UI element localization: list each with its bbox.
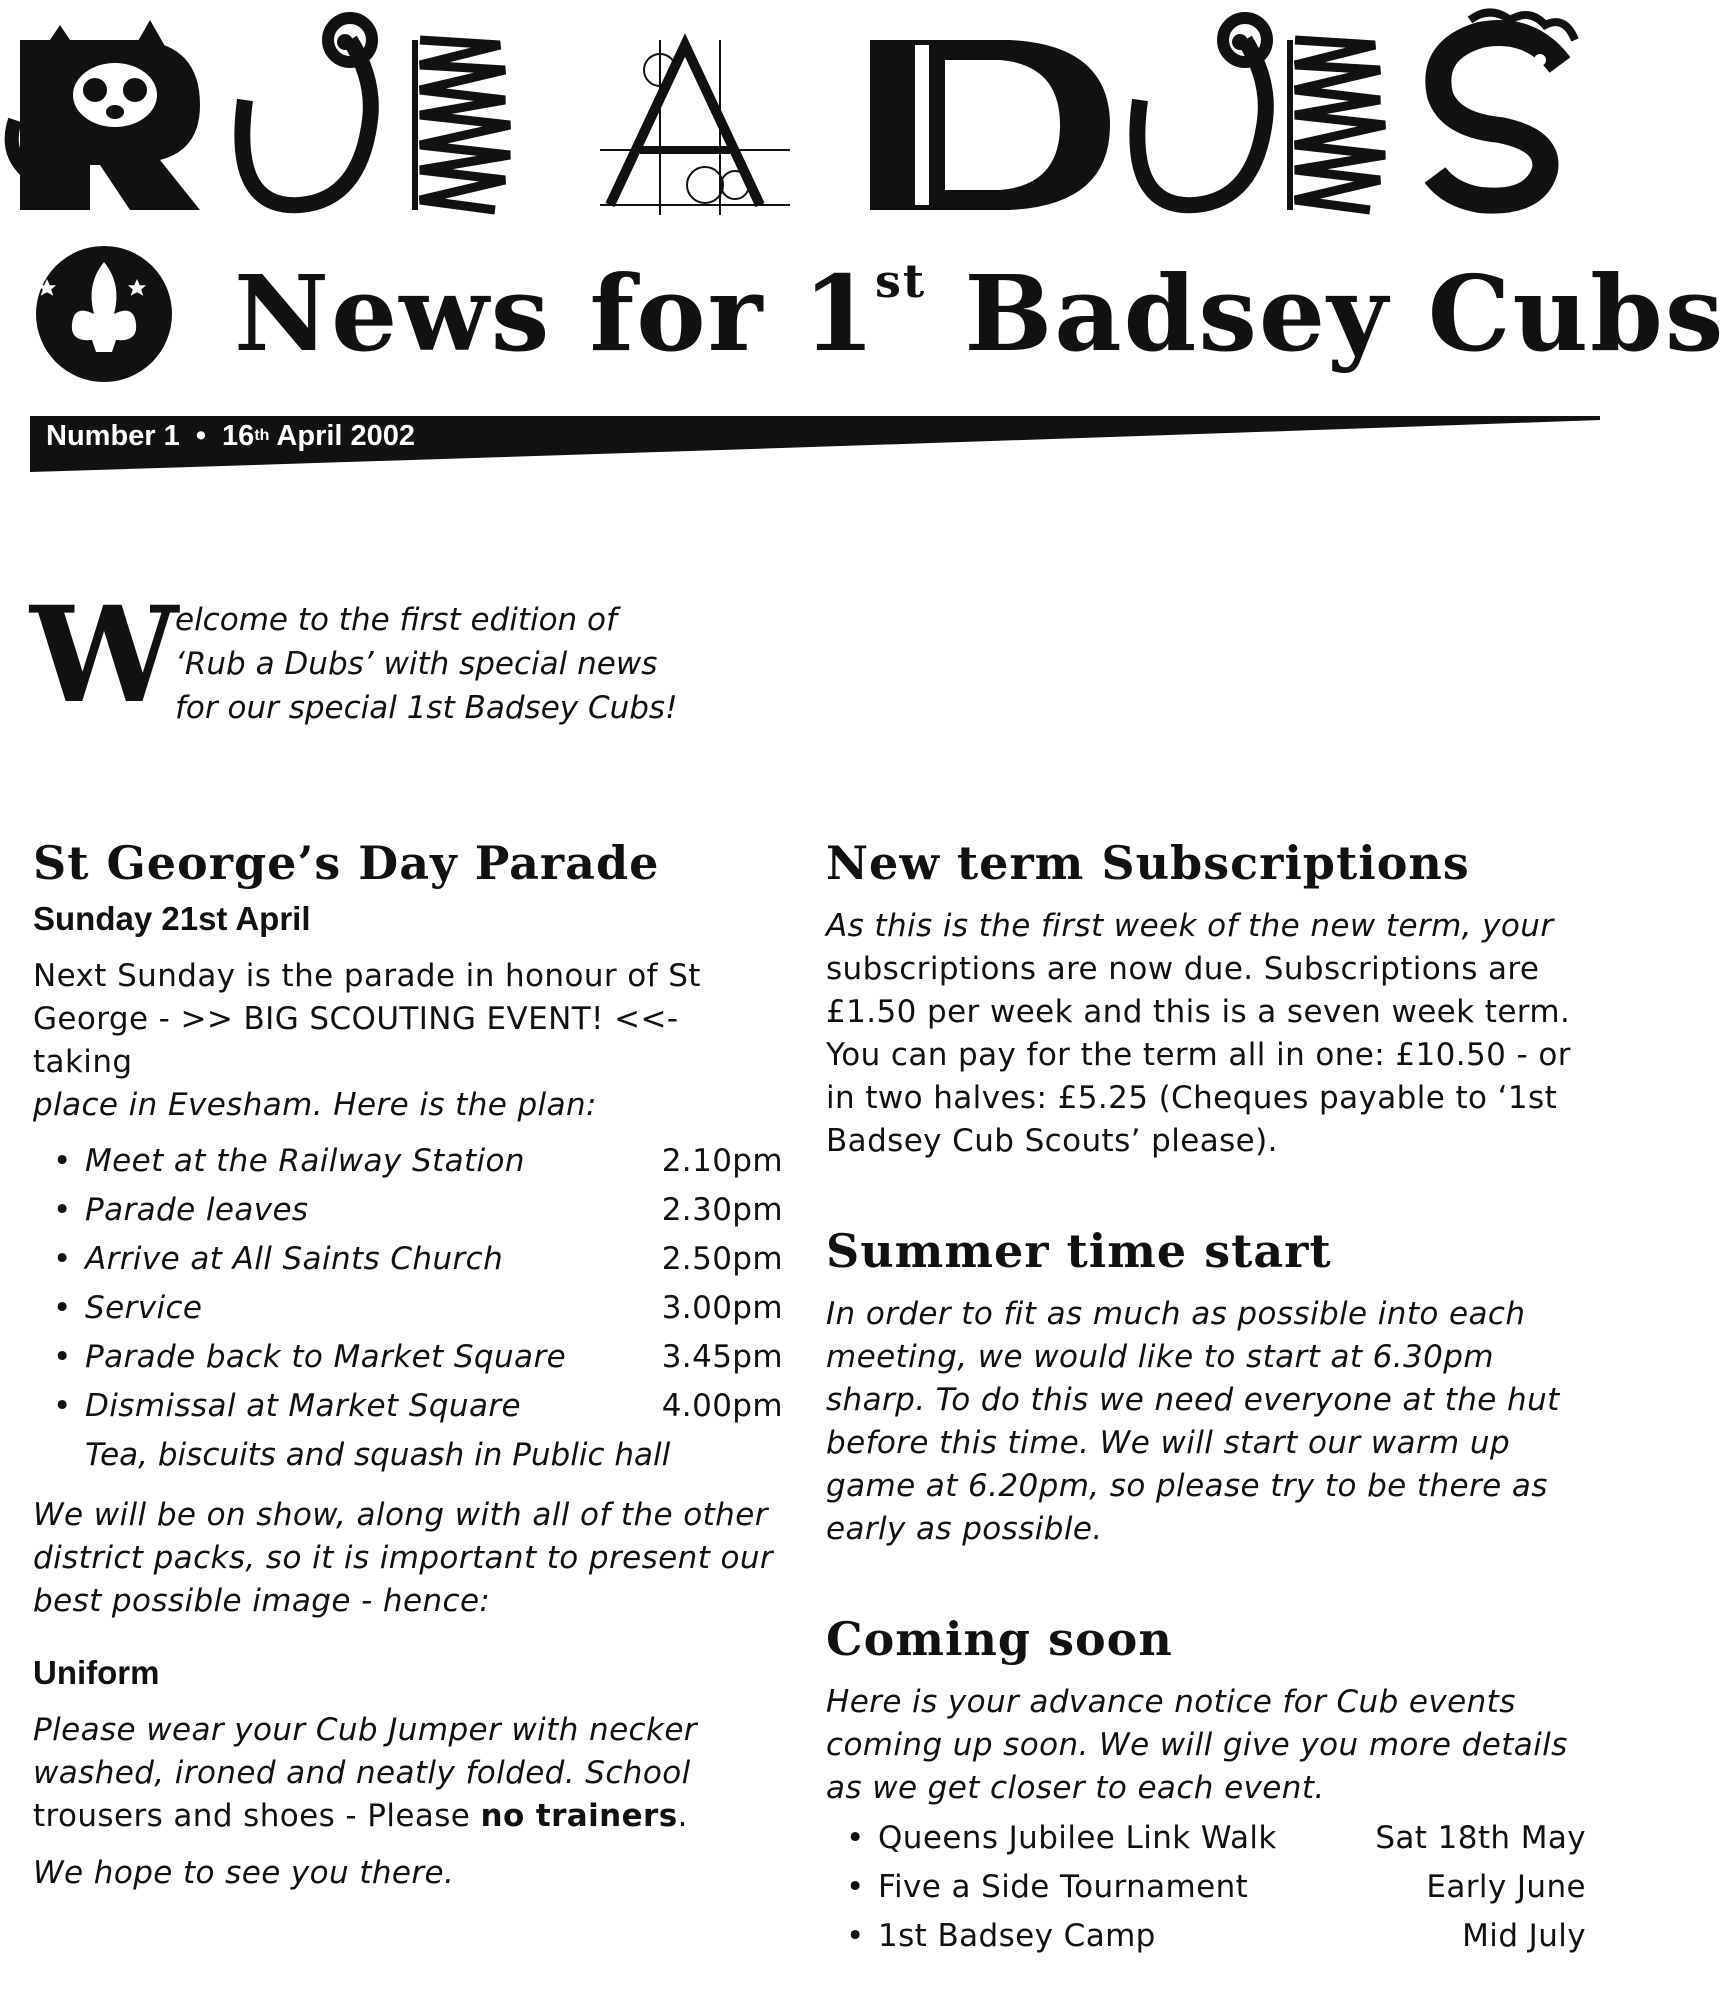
coming-events-list bbox=[826, 1814, 1586, 1961]
uniform-heading: Uniform bbox=[33, 1654, 160, 1691]
newsletter-subtitle: News for 1st Badsey Cubs bbox=[234, 252, 1725, 375]
welcome-section bbox=[30, 578, 730, 740]
schedule-item: • Service 3.00pm bbox=[53, 1290, 783, 1326]
right-column bbox=[826, 835, 1586, 1961]
subscriptions-heading: New term Subscriptions bbox=[826, 836, 1470, 890]
schedule-item: • Parade back to Market Square 3.45pm bbox=[53, 1339, 783, 1375]
summer-heading: Summer time start bbox=[826, 1224, 1332, 1278]
schedule-item: • Meet at the Railway Station 2.10pm bbox=[53, 1143, 783, 1179]
left-column bbox=[33, 835, 783, 1895]
issue-date: 16th April 2002 bbox=[222, 420, 416, 452]
uniform-text: Please wear your Cub Jumper with necker washed, ironed and neatly folded. School trousers and shoes - Please no trainers. bbox=[33, 1712, 697, 1834]
welcome-text: elcome to the first edition of ‘Rub a Dubs’ with special news for our special 1st Badsey Cubs! bbox=[175, 602, 678, 726]
fleur-de-lis-icon bbox=[34, 244, 174, 384]
masthead-letter-s bbox=[1435, 13, 1575, 201]
parade-intro: Next Sunday is the parade in honour of St George - >> BIG SCOUTING EVENT! <<- taking place in Evesham. Here is the plan: bbox=[33, 958, 701, 1123]
schedule-item: • Arrive at All Saints Church 2.50pm bbox=[53, 1241, 783, 1277]
issue-separator: • bbox=[195, 420, 206, 452]
welcome-dropcap: W bbox=[30, 578, 179, 733]
coming-soon-heading: Coming soon bbox=[826, 1612, 1173, 1666]
subscriptions-text: As this is the first week of the new term, your subscriptions are now due. Subscriptions are £1.50 per week and this is a seven week term. You can pay for the term all in one: £10.50 - or in two halves: £5.25 (Cheques payable to ‘1st Badsey Cub Scouts’ please). bbox=[826, 908, 1571, 1159]
parade-heading: St George’s Day Parade bbox=[33, 836, 660, 890]
masthead-letter-u-2 bbox=[1137, 18, 1267, 205]
summer-text: In order to fit as much as possible into each meeting, we would like to start at 6.30pm sharp. To do this we need everyone at the hut before this time. We will start our warm up game at 6.20pm, so please try to be there as early as possible. bbox=[826, 1296, 1560, 1547]
no-trainers-emphasis: no trainers bbox=[480, 1798, 678, 1834]
parade-show-text: We will be on show, along with all of the other district packs, so it is important to present our best possible image - hence: bbox=[33, 1497, 774, 1619]
schedule-note: Tea, biscuits and squash in Public hall bbox=[85, 1437, 671, 1473]
subtitle-row bbox=[34, 240, 1725, 390]
parade-date: Sunday 21st April bbox=[33, 900, 311, 937]
masthead-letter-a bbox=[600, 40, 790, 215]
event-item: • Five a Side Tournament Early June bbox=[846, 1869, 1586, 1905]
masthead-letter-r bbox=[0, 0, 200, 210]
masthead-letter-u bbox=[242, 18, 372, 205]
masthead-letter-b bbox=[415, 40, 510, 210]
schedule-item: • Parade leaves 2.30pm bbox=[53, 1192, 783, 1228]
event-item: • 1st Badsey Camp Mid July bbox=[846, 1918, 1586, 1954]
masthead-title bbox=[0, 0, 1611, 225]
event-item: • Queens Jubilee Link Walk Sat 18th May bbox=[846, 1820, 1586, 1856]
masthead-letter-b-2 bbox=[1290, 40, 1385, 210]
issue-number: Number 1 bbox=[46, 420, 180, 452]
parade-schedule bbox=[33, 1137, 783, 1431]
masthead-letter-d bbox=[870, 40, 1110, 210]
schedule-item: • Dismissal at Market Square 4.00pm bbox=[53, 1388, 783, 1424]
issue-info bbox=[46, 418, 415, 454]
uniform-closing: We hope to see you there. bbox=[33, 1855, 455, 1891]
issue-bar bbox=[30, 414, 1600, 472]
coming-soon-text: Here is your advance notice for Cub events coming up soon. We will give you more details as we get closer to each event. bbox=[826, 1684, 1568, 1806]
